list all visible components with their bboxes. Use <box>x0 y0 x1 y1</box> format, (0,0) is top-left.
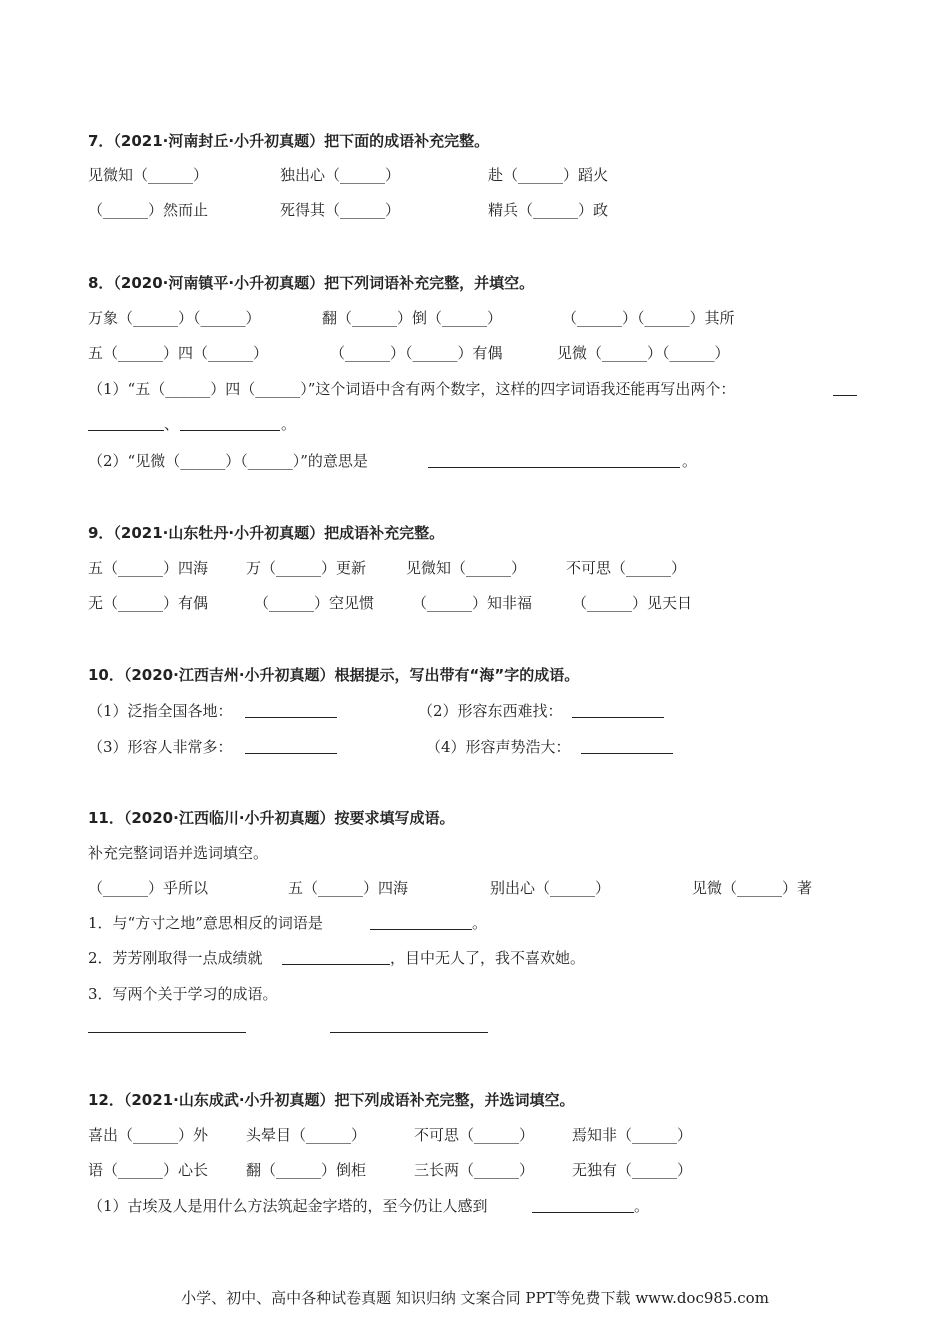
q12-sub1-text: （1）古埃及人是用什么方法筑起金字塔的，至今仍让人感到 <box>88 1197 488 1215</box>
q9-idiom: 五（______）四海 <box>88 559 209 577</box>
q12-idiom: 焉知非（______） <box>572 1126 693 1144</box>
answer-blank <box>572 717 664 718</box>
q8-separator: 、 <box>164 415 180 433</box>
q12-idiom: 喜出（______）外 <box>88 1126 209 1144</box>
answer-blank <box>370 929 472 930</box>
answer-blank <box>88 1032 246 1033</box>
q9-idiom: （______）见天日 <box>572 594 693 612</box>
q11-line-3: 3．写两个关于学习的成语。 <box>88 985 278 1003</box>
q11-idiom: 见微（______）著 <box>692 879 813 897</box>
answer-blank <box>330 1032 488 1033</box>
q12-period: 。 <box>634 1197 650 1215</box>
q8-period: 。 <box>281 415 297 433</box>
answer-blank <box>245 717 337 718</box>
question-10-title: 10．（2020·江西吉州·小升初真题）根据提示，写出带有“海”字的成语。 <box>88 666 580 684</box>
q8-sub1-text: （1）“五（______）四（______）”这个词语中含有两个数字，这样的四字词语我还能再写出两个： <box>88 380 736 398</box>
question-12-title: 12．（2021·山东成武·小升初真题）把下列成语补充完整，并选词填空。 <box>88 1091 575 1109</box>
q11-idiom: （______）乎所以 <box>88 879 209 897</box>
q11-line-2: 2．芳芳刚取得一点成绩就 <box>88 949 263 967</box>
q11-idiom: 五（______）四海 <box>288 879 409 897</box>
q12-idiom: 不可思（______） <box>414 1126 535 1144</box>
q9-idiom: （______）知非福 <box>412 594 533 612</box>
q12-idiom: 头晕目（______） <box>246 1126 367 1144</box>
answer-blank <box>245 753 337 754</box>
q8-idiom: 翻（______）倒（______） <box>322 309 503 327</box>
q8-idiom: （______）（______）有偶 <box>330 344 503 362</box>
q12-idiom: 语（______）心长 <box>88 1161 209 1179</box>
q8-sub2-text: （2）“见微（______）（______）”的意思是 <box>88 452 368 470</box>
q9-idiom: 不可思（______） <box>566 559 687 577</box>
answer-blank <box>180 430 280 431</box>
q11-intro: 补充完整词语并选词填空。 <box>88 844 269 862</box>
q9-idiom: 无（______）有偶 <box>88 594 209 612</box>
q8-period: 。 <box>682 452 698 470</box>
q10-item: （2）形容东西难找： <box>418 702 563 720</box>
q7-idiom: 精兵（______）政 <box>488 201 609 219</box>
q10-item: （4）形容声势浩大： <box>426 738 571 756</box>
answer-blank <box>88 430 164 431</box>
answer-blank <box>428 467 680 468</box>
q7-idiom: 赴（______）蹈火 <box>488 166 609 184</box>
q9-idiom: 万（______）更新 <box>246 559 367 577</box>
q11-idiom: 别出心（______） <box>490 879 611 897</box>
question-8-title: 8．（2020·河南镇平·小升初真题）把下列词语补充完整，并填空。 <box>88 274 535 292</box>
question-7-title: 7．（2021·河南封丘·小升初真题）把下面的成语补充完整。 <box>88 132 490 150</box>
answer-blank <box>532 1212 634 1213</box>
q8-idiom: 见微（______）（______） <box>557 344 730 362</box>
q9-idiom: （______）空见惯 <box>254 594 375 612</box>
q7-idiom: （______）然而止 <box>88 201 209 219</box>
q11-line-2-end: ，目中无人了，我不喜欢她。 <box>390 949 586 967</box>
q10-item: （1）泛指全国各地： <box>88 702 233 720</box>
answer-blank <box>833 395 857 396</box>
q12-idiom: 三长两（______） <box>414 1161 535 1179</box>
q12-idiom: 无独有（______） <box>572 1161 693 1179</box>
q7-idiom: 死得其（______） <box>280 201 401 219</box>
answer-blank <box>282 964 390 965</box>
q11-period: 。 <box>472 914 488 932</box>
q7-idiom: 独出心（______） <box>280 166 401 184</box>
answer-blank <box>581 753 673 754</box>
q11-line-1: 1．与“方寸之地”意思相反的词语是 <box>88 914 323 932</box>
q9-idiom: 见微知（______） <box>406 559 527 577</box>
q10-item: （3）形容人非常多： <box>88 738 233 756</box>
question-11-title: 11．（2020·江西临川·小升初真题）按要求填写成语。 <box>88 809 455 827</box>
question-9-title: 9．（2021·山东牡丹·小升初真题）把成语补充完整。 <box>88 524 445 542</box>
q8-idiom: 万象（______）（______） <box>88 309 261 327</box>
page-footer: 小学、初中、高中各种试卷真题 知识归纳 文案合同 PPT等免费下载 www.doc985.com <box>181 1289 769 1307</box>
q8-idiom: （______）（______）其所 <box>562 309 735 327</box>
q7-idiom: 见微知（______） <box>88 166 209 184</box>
q12-idiom: 翻（______）倒柜 <box>246 1161 367 1179</box>
q8-idiom: 五（______）四（______） <box>88 344 269 362</box>
